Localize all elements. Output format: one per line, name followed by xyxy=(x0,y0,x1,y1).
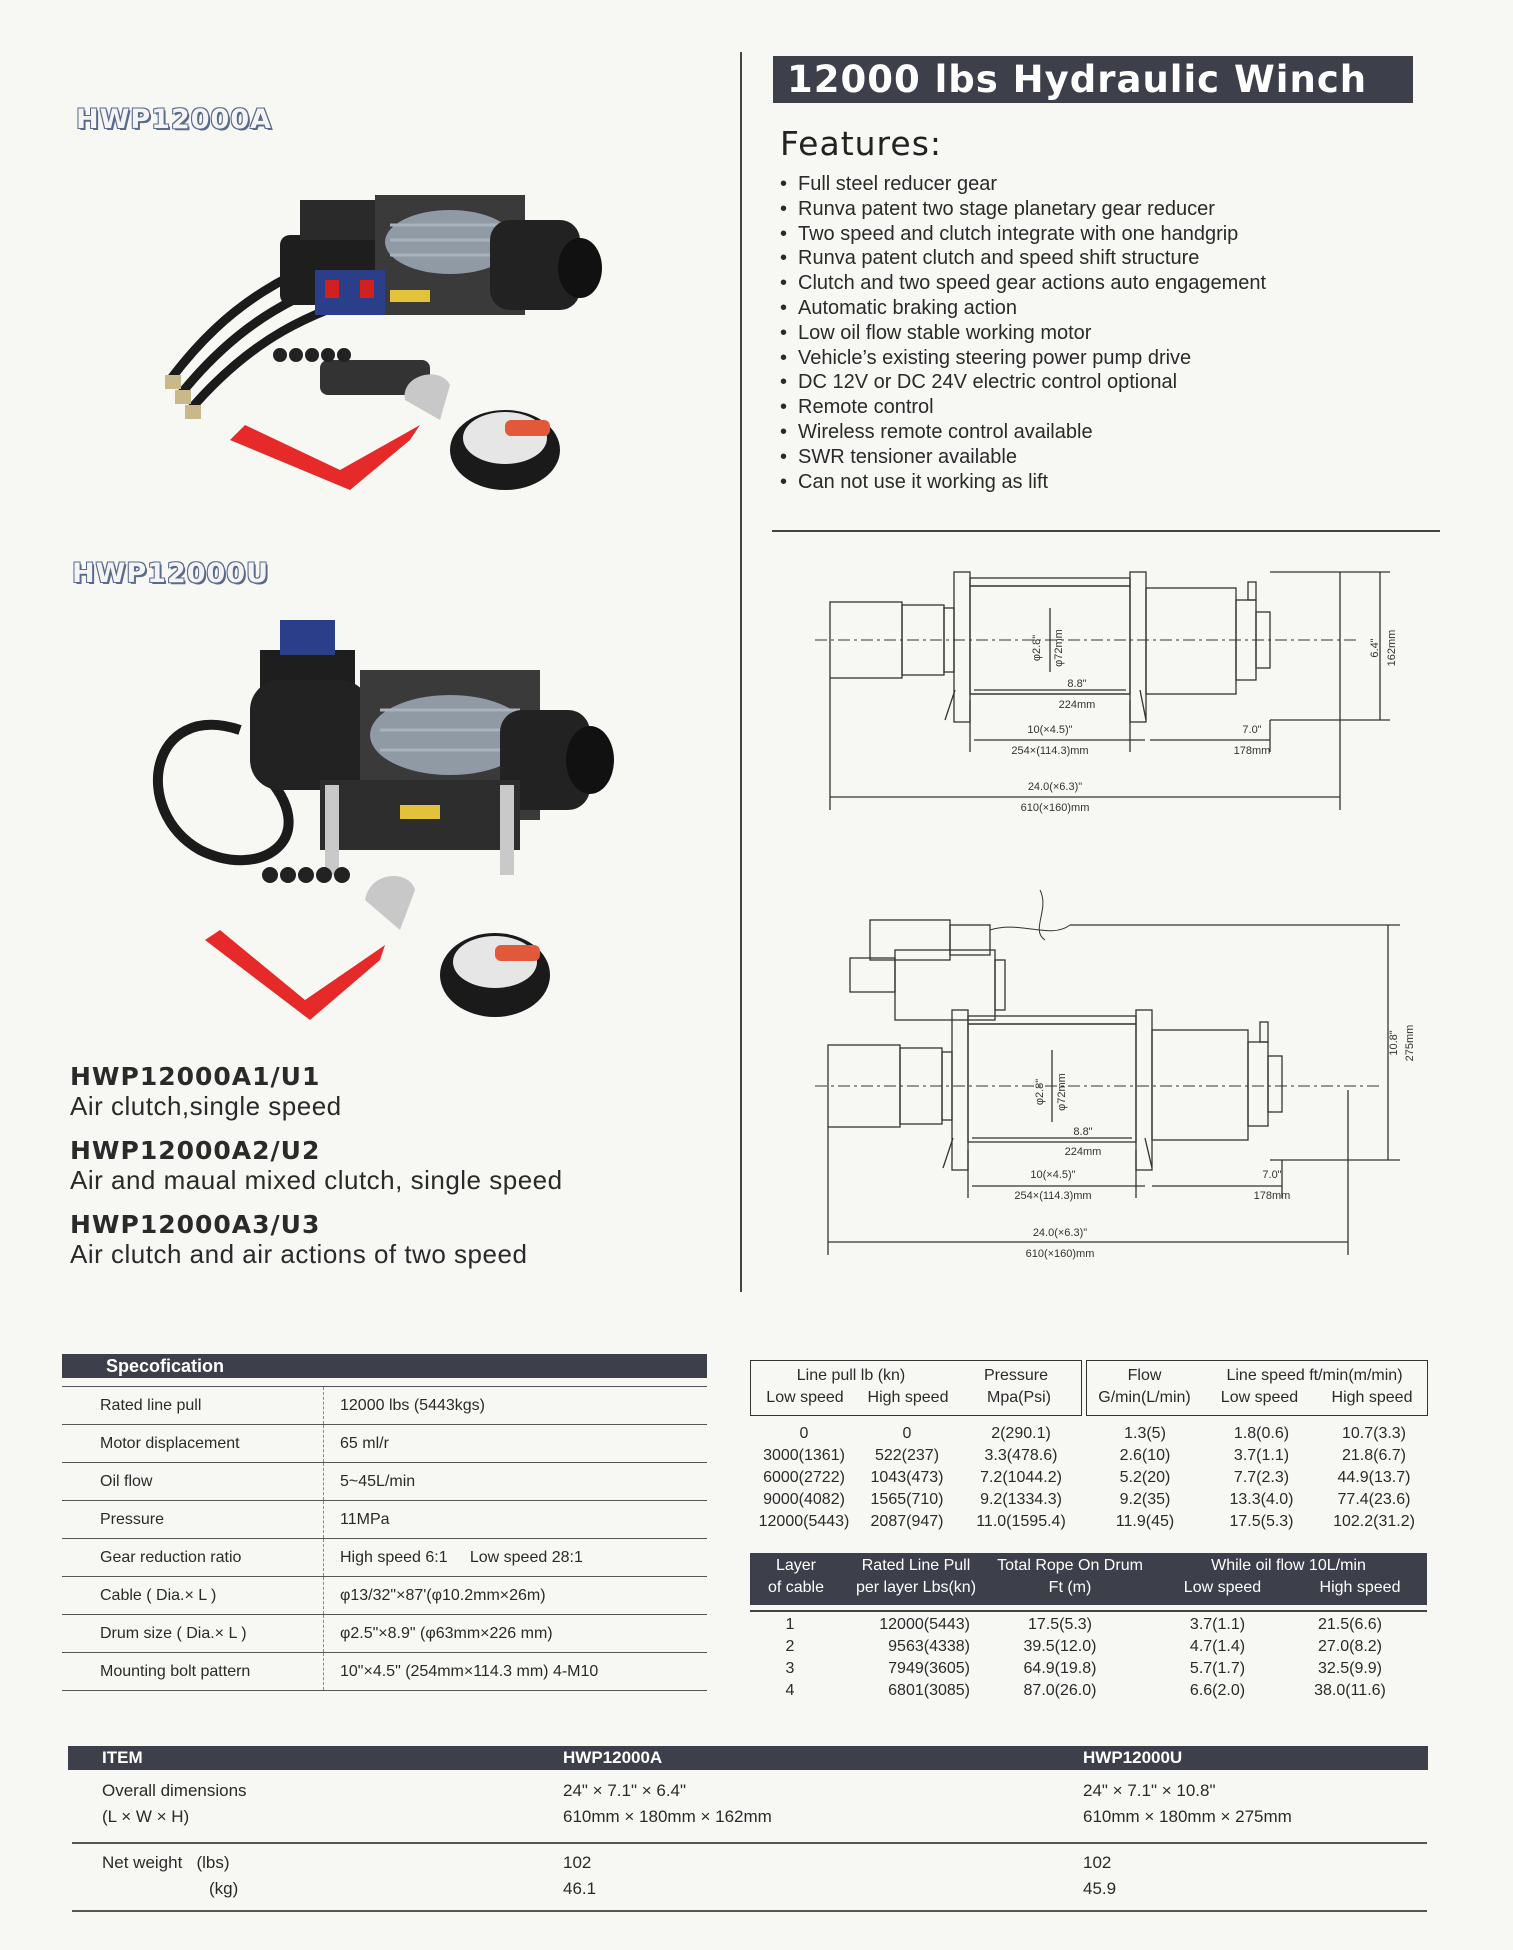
dim-u-motor-in: 7.0" xyxy=(1262,1169,1282,1181)
table-row: 3000(1361) 522(237) 3.3(478.6) 2.6(10) 3.7(1.1) 21.8(6.7) xyxy=(763,1447,1407,1464)
item-dim-u1: 24" × 7.1" × 10.8" xyxy=(1083,1781,1216,1800)
feature-item: • SWR tensioner available xyxy=(780,445,1266,470)
spec-value: 12000 lbs (5443kgs) xyxy=(340,1396,485,1414)
feature-item: • Wireless remote control available xyxy=(780,420,1266,445)
spec-row xyxy=(62,1615,707,1653)
variant-list xyxy=(70,1062,710,1270)
feature-item: • DC 12V or DC 24V electric control optional xyxy=(780,370,1266,395)
features-divider xyxy=(772,530,1440,532)
dim-a-d-bot: φ72mm xyxy=(1053,629,1065,667)
dim-a-motor-mm: 178mm xyxy=(1233,745,1271,757)
dim-a-d-top: φ2.8" xyxy=(1031,634,1043,662)
spec-label: Pressure xyxy=(62,1501,324,1538)
spec-value: φ13/32"×87'(φ10.2mm×26m) xyxy=(340,1586,546,1604)
dim-u-drum-in: 8.8" xyxy=(1073,1126,1093,1138)
model-label-a: HWP12000A xyxy=(76,104,272,135)
feature-item: • Runva patent clutch and speed shift structure xyxy=(780,246,1266,271)
spec-value: High speed 6:1 Low speed 28:1 xyxy=(340,1548,583,1566)
perf-h-pressure: Pressure xyxy=(983,1367,1049,1384)
perf-h-ls-high: High speed xyxy=(1331,1389,1413,1406)
perf-h-high: High speed xyxy=(867,1389,949,1406)
item-h-a: HWP12000A xyxy=(563,1748,663,1767)
item-row-weight xyxy=(68,1850,1428,1902)
spec-row xyxy=(62,1501,707,1539)
dim-u-len-mm: 610(×160)mm xyxy=(1025,1248,1095,1260)
variant-desc-3: Air clutch and air actions of two speed xyxy=(70,1239,528,1269)
dim-a-h-in: 6.4" xyxy=(1369,638,1381,658)
feature-item: • Two speed and clutch integrate with one handgrip xyxy=(780,222,1266,247)
perf-h-low: Low speed xyxy=(766,1389,844,1406)
dim-a-h-mm: 162mm xyxy=(1386,629,1398,667)
perf-h-mpa: Mpa(Psi) xyxy=(986,1389,1051,1406)
table-row: 6000(2722) 1043(473) 7.2(1044.2) 5.2(20) 7.7(2.3) 44.9(13.7) xyxy=(763,1469,1411,1486)
perf-h-flow: Flow xyxy=(1127,1367,1162,1384)
item-row-dimensions xyxy=(68,1778,1428,1830)
table-row: 4 6801(3085) 87.0(26.0) 6.6(2.0) 38.0(11.6) xyxy=(785,1682,1386,1699)
spec-row xyxy=(62,1539,707,1577)
spec-label: Gear reduction ratio xyxy=(62,1539,324,1576)
spec-label: Drum size ( Dia.× L ) xyxy=(62,1615,324,1652)
spec-value: φ2.5"×8.9" (φ63mm×226 mm) xyxy=(340,1624,553,1642)
features-heading: Features: xyxy=(780,124,943,163)
dim-a-motor-in: 7.0" xyxy=(1242,724,1262,736)
dim-u-drum-mm: 224mm xyxy=(1064,1146,1102,1158)
drawing-u xyxy=(800,870,1420,1270)
column-divider xyxy=(740,52,742,1292)
dim-u-h-mm: 275mm xyxy=(1404,1024,1416,1062)
layer-h-ft: Ft (m) xyxy=(1048,1579,1092,1596)
spec-value: 10"×4.5" (254mm×114.3 mm) 4-M10 xyxy=(340,1662,599,1680)
item-dim-label: Overall dimensions xyxy=(102,1781,247,1800)
drawing-a xyxy=(800,560,1420,820)
dim-u-motor-mm: 178mm xyxy=(1253,1190,1291,1202)
layer-table xyxy=(750,1614,1415,1702)
features-list xyxy=(780,172,1266,494)
spec-row xyxy=(62,1387,707,1425)
table-row: 3 7949(3605) 64.9(19.8) 5.7(1.7) 32.5(9.9) xyxy=(785,1660,1383,1677)
item-bottom-line xyxy=(72,1910,1427,1912)
variant-desc-2: Air and maual mixed clutch, single speed xyxy=(70,1165,563,1195)
feature-item: • Runva patent two stage planetary gear reducer xyxy=(780,197,1266,222)
layer-divider xyxy=(750,1610,1427,1612)
item-head xyxy=(68,1746,1428,1770)
table-row: 0 0 2(290.1) 1.3(5) 1.8(0.6) 10.7(3.3) xyxy=(799,1425,1407,1442)
layer-h-layer: Layer xyxy=(775,1557,817,1574)
item-h-item: ITEM xyxy=(102,1748,143,1767)
spec-label: Rated line pull xyxy=(62,1387,324,1424)
variant-code-1: HWP12000A1/U1 xyxy=(70,1062,321,1091)
table-row: 1 12000(5443) 17.5(5.3) 3.7(1.1) 21.5(6.6) xyxy=(785,1616,1383,1633)
layer-h-total: Total Rope On Drum xyxy=(997,1557,1143,1574)
dim-a-bolt-mm: 254×(114.3)mm xyxy=(1011,745,1089,757)
spec-label: Oil flow xyxy=(62,1463,324,1500)
dim-a-len-mm: 610(×160)mm xyxy=(1020,802,1090,814)
layer-head xyxy=(750,1553,1427,1605)
spec-value: 11MPa xyxy=(340,1510,390,1528)
winch-u-photo xyxy=(130,610,710,1040)
spec-value: 65 ml/r xyxy=(340,1434,389,1452)
feature-item: • Full steel reducer gear xyxy=(780,172,1266,197)
feature-item: • Low oil flow stable working motor xyxy=(780,321,1266,346)
perf-table xyxy=(750,1423,1429,1533)
spec-row xyxy=(62,1463,707,1501)
spec-table xyxy=(62,1354,707,1691)
dim-u-len-in: 24.0(×6.3)" xyxy=(1032,1227,1088,1239)
spec-label: Motor displacement xyxy=(62,1425,324,1462)
layer-h-high: High speed xyxy=(1319,1579,1401,1596)
item-dim-u2: 610mm × 180mm × 275mm xyxy=(1083,1807,1292,1826)
item-divider xyxy=(72,1842,1427,1844)
dim-a-drum-in: 8.8" xyxy=(1067,678,1087,690)
spec-label: Cable ( Dia.× L ) xyxy=(62,1577,324,1614)
layer-h-ofcable: of cable xyxy=(767,1579,825,1596)
perf-h-linepull: Line pull lb (kn) xyxy=(796,1367,906,1384)
dim-u-d-bot: φ72mm xyxy=(1056,1073,1068,1111)
item-dim-a2: 610mm × 180mm × 162mm xyxy=(563,1807,772,1826)
dim-u-d-top: φ2.8" xyxy=(1034,1078,1046,1106)
item-h-u: HWP12000U xyxy=(1083,1748,1183,1767)
item-dim-label2: (L × W × H) xyxy=(102,1807,190,1826)
dim-a-drum-mm: 224mm xyxy=(1058,699,1096,711)
layer-h-while: While oil flow 10L/min xyxy=(1211,1557,1366,1574)
page-title: 12000 lbs Hydraulic Winch xyxy=(773,56,1413,103)
variant-desc-1: Air clutch,single speed xyxy=(70,1091,342,1121)
dim-u-bolt-mm: 254×(114.3)mm xyxy=(1014,1190,1092,1202)
variant-code-3: HWP12000A3/U3 xyxy=(70,1210,321,1239)
dim-a-bolt-in: 10(×4.5)" xyxy=(1027,724,1073,736)
item-dim-a1: 24" × 7.1" × 6.4" xyxy=(563,1781,687,1800)
feature-item: • Can not use it working as lift xyxy=(780,470,1266,495)
perf-h-gmin: G/min(L/min) xyxy=(1098,1389,1191,1406)
table-row: 12000(5443) 2087(947) 11.0(1595.4) 11.9(45) 17.5(5.3) 102.2(31.2) xyxy=(758,1513,1415,1530)
dim-u-bolt-in: 10(×4.5)" xyxy=(1030,1169,1076,1181)
table-row: 2 9563(4338) 39.5(12.0) 4.7(1.4) 27.0(8.2) xyxy=(785,1638,1383,1655)
perf-h-ls-low: Low speed xyxy=(1220,1389,1299,1406)
layer-h-rated: Rated Line Pull xyxy=(861,1557,971,1574)
item-wt-u1: 102 xyxy=(1083,1853,1112,1872)
layer-h-perlayer: per layer Lbs(kn) xyxy=(855,1579,977,1596)
dim-a-len-in: 24.0(×6.3)" xyxy=(1027,781,1083,793)
spec-heading: Specofication xyxy=(62,1354,707,1378)
spec-row xyxy=(62,1577,707,1615)
layer-h-low: Low speed xyxy=(1183,1579,1262,1596)
item-wt-label2: (kg) xyxy=(209,1879,239,1898)
spec-label: Mounting bolt pattern xyxy=(62,1653,324,1690)
table-row: 9000(4082) 1565(710) 9.2(1334.3) 9.2(35) 13.3(4.0) 77.4(23.6) xyxy=(763,1491,1411,1508)
perf-head-right xyxy=(1086,1360,1428,1416)
feature-item: • Clutch and two speed gear actions auto engagement xyxy=(780,271,1266,296)
model-label-u: HWP12000U xyxy=(72,558,270,589)
perf-head-left xyxy=(750,1360,1082,1416)
item-wt-label: Net weight (lbs) xyxy=(102,1853,230,1872)
feature-item: • Vehicle’s existing steering power pump drive xyxy=(780,346,1266,371)
winch-a-photo xyxy=(150,180,710,520)
item-wt-u2: 45.9 xyxy=(1083,1879,1117,1898)
spec-row xyxy=(62,1653,707,1691)
dim-u-h-in: 10.8" xyxy=(1388,1030,1400,1056)
feature-item: • Automatic braking action xyxy=(780,296,1266,321)
variant-code-2: HWP12000A2/U2 xyxy=(70,1136,321,1165)
feature-item: • Remote control xyxy=(780,395,1266,420)
item-wt-a2: 46.1 xyxy=(563,1879,597,1898)
spec-row xyxy=(62,1425,707,1463)
item-wt-a1: 102 xyxy=(563,1853,592,1872)
spec-value: 5~45L/min xyxy=(340,1472,416,1490)
perf-h-linespeed: Line speed ft/min(m/min) xyxy=(1226,1367,1403,1384)
